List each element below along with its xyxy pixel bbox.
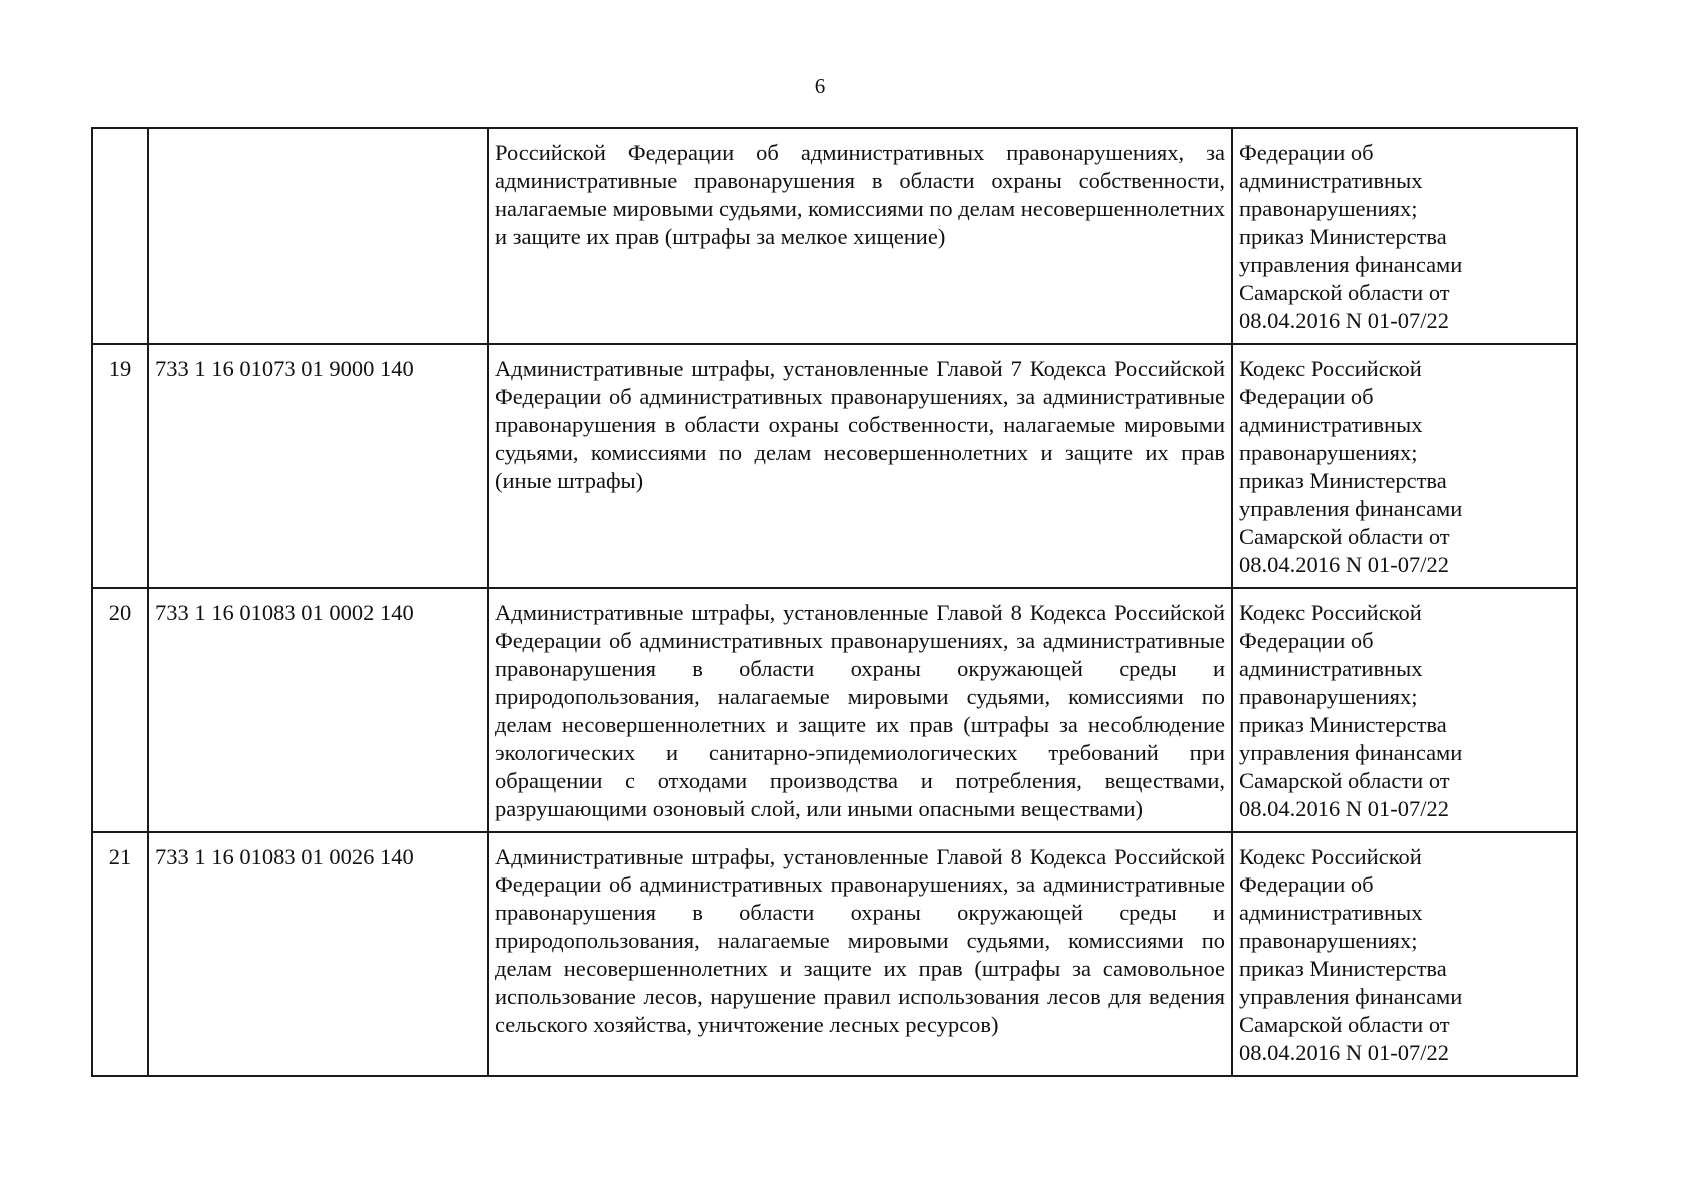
- legal-basis-line: управления финансами: [1239, 984, 1463, 1009]
- revenue-name: Административные штрафы, установленные Главой 8 Кодекса Российской Федерации об административных правонарушениях, за административные правонарушения в области охраны окружающей среды и природопользования, налагаемые мировыми судьями, комиссиями по делам несовершеннолетних и защите их прав (штрафы за несоблюдение экологических и санитарно-эпидемиологических требований при обращении с отходами производства и потребления, веществами, разрушающими озоновый слой, или иными опасными веществами): [488, 588, 1232, 832]
- legal-basis-line: Самарской области от: [1239, 1012, 1450, 1037]
- row-number: 21: [92, 832, 148, 1076]
- legal-basis-line: правонарушениях;: [1239, 928, 1418, 953]
- table-row: [92, 128, 1577, 344]
- legal-basis-line: приказ Министерства: [1239, 956, 1447, 981]
- legal-basis-line: управления финансами: [1239, 496, 1463, 521]
- legal-basis: [1232, 588, 1577, 832]
- legal-basis-line: Федерации об: [1239, 628, 1374, 653]
- legal-basis-line: административных: [1239, 168, 1423, 193]
- budget-classification-code: [148, 128, 488, 344]
- legal-basis-line: Самарской области от: [1239, 768, 1450, 793]
- table-row: [92, 832, 1577, 1076]
- legal-basis-line: приказ Министерства: [1239, 712, 1447, 737]
- legal-basis-line: Кодекс Российской: [1239, 844, 1422, 869]
- legal-basis-line: Самарской области от: [1239, 280, 1450, 305]
- legal-basis-line: управления финансами: [1239, 740, 1463, 765]
- revenue-name: Российской Федерации об административных правонарушениях, за административные правонарушения в области охраны собственности, налагаемые мировыми судьями, комиссиями по делам несовершеннолетних и защите их прав (штрафы за мелкое хищение): [488, 128, 1232, 344]
- row-number: 20: [92, 588, 148, 832]
- page-number: 6: [814, 74, 826, 98]
- budget-classification-code: 733 1 16 01073 01 9000 140: [148, 344, 488, 588]
- row-number: [92, 128, 148, 344]
- legal-basis: [1232, 344, 1577, 588]
- legal-basis-line: Федерации об: [1239, 872, 1374, 897]
- legal-basis-line: административных: [1239, 900, 1423, 925]
- legal-basis-line: 08.04.2016 N 01-07/22: [1239, 1040, 1449, 1065]
- revenue-name: Административные штрафы, установленные Главой 7 Кодекса Российской Федерации об административных правонарушениях, за административные правонарушения в области охраны собственности, налагаемые мировыми судьями, комиссиями по делам несовершеннолетних и защите их прав (иные штрафы): [488, 344, 1232, 588]
- table-row: [92, 588, 1577, 832]
- table-body: [92, 128, 1577, 1076]
- revenue-name: Административные штрафы, установленные Главой 8 Кодекса Российской Федерации об административных правонарушениях, за административные правонарушения в области охраны окружающей среды и природопользования, налагаемые мировыми судьями, комиссиями по делам несовершеннолетних и защите их прав (штрафы за самовольное использование лесов, нарушение правил использования лесов для ведения сельского хозяйства, уничтожение лесных ресурсов): [488, 832, 1232, 1076]
- legal-basis-line: 08.04.2016 N 01-07/22: [1239, 796, 1449, 821]
- legal-basis-line: 08.04.2016 N 01-07/22: [1239, 308, 1449, 333]
- legal-basis-line: Самарской области от: [1239, 524, 1450, 549]
- legal-basis-line: Федерации об: [1239, 140, 1374, 165]
- legal-basis-line: административных: [1239, 412, 1423, 437]
- legal-basis-line: правонарушениях;: [1239, 440, 1418, 465]
- revenue-codes-table: [91, 127, 1578, 1077]
- legal-basis-line: Федерации об: [1239, 384, 1374, 409]
- legal-basis: [1232, 128, 1577, 344]
- budget-classification-code: 733 1 16 01083 01 0002 140: [148, 588, 488, 832]
- legal-basis-line: приказ Министерства: [1239, 468, 1447, 493]
- budget-classification-code: 733 1 16 01083 01 0026 140: [148, 832, 488, 1076]
- legal-basis-line: Кодекс Российской: [1239, 600, 1422, 625]
- legal-basis-line: Кодекс Российской: [1239, 356, 1422, 381]
- legal-basis-line: административных: [1239, 656, 1423, 681]
- legal-basis-line: 08.04.2016 N 01-07/22: [1239, 552, 1449, 577]
- legal-basis-line: управления финансами: [1239, 252, 1463, 277]
- legal-basis: [1232, 832, 1577, 1076]
- row-number: 19: [92, 344, 148, 588]
- legal-basis-line: правонарушениях;: [1239, 684, 1418, 709]
- legal-basis-line: приказ Министерства: [1239, 224, 1447, 249]
- table-row: [92, 344, 1577, 588]
- legal-basis-line: правонарушениях;: [1239, 196, 1418, 221]
